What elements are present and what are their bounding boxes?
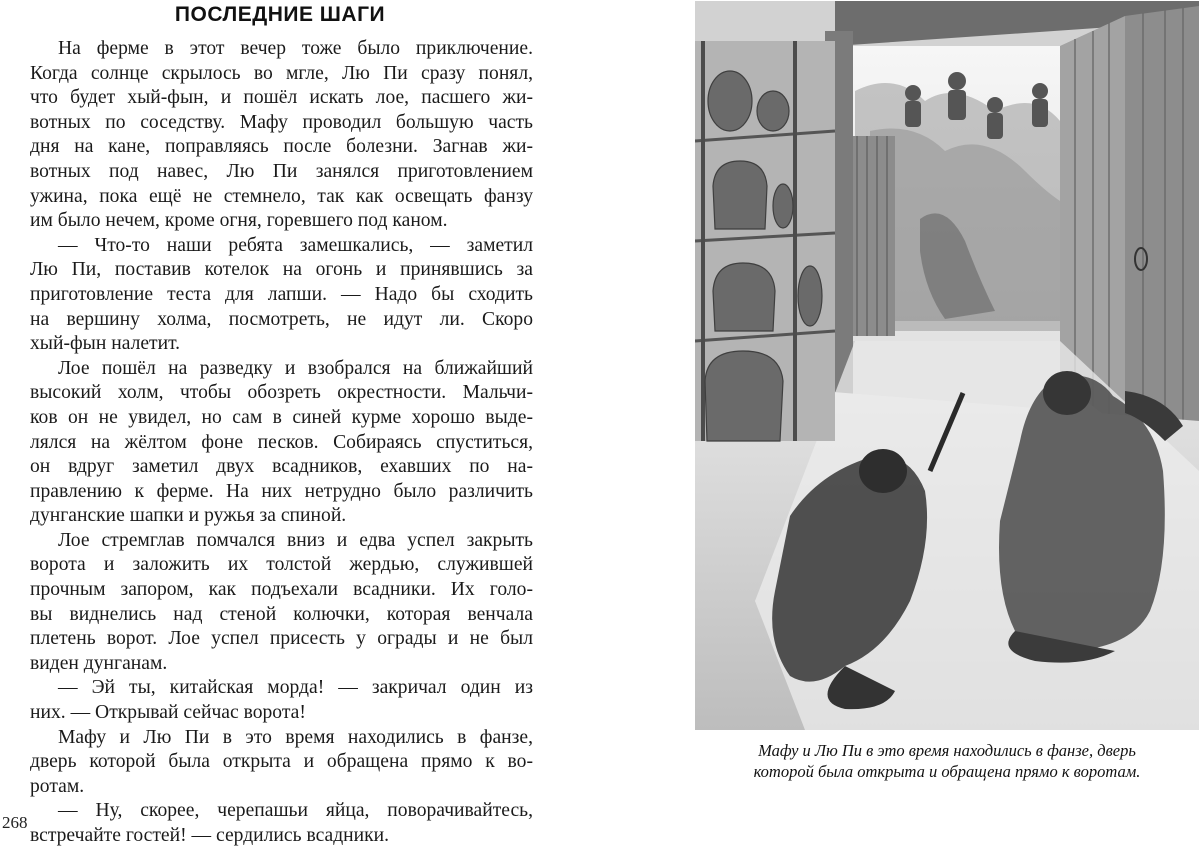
caption-line-1: Мафу и Лю Пи в это время находились в фанзе, дверь — [758, 741, 1136, 760]
body-line: вы виднелись над стеной колючки, которая венчала — [30, 603, 533, 625]
body-line: них. — Открывай сейчас ворота! — [30, 702, 306, 724]
body-line: На ферме в этот вечер тоже было приключение. — [58, 38, 533, 59]
body-line: плетень ворот. Лое успел присесть у ограды и не был — [30, 628, 533, 650]
body-line: встречайте гостей! — сердились всадники. — [30, 825, 390, 846]
body-line: приготовление теста для лапши. — Надо бы сходить — [30, 283, 533, 305]
body-line: Лое стремглав помчался вниз и едва успел закрыть — [58, 529, 533, 551]
body-line: — Что-то наши ребята замешкались, — заметил — [58, 234, 533, 256]
body-line: ужина, пока ещё не стемнело, так как освещать фанзу — [30, 185, 533, 207]
body-line: он вдруг заметил двух всадников, ехавших по на- — [30, 456, 533, 478]
body-line: правлению к ферме. На них нетрудно было различить — [30, 480, 533, 502]
right-page — [600, 0, 1200, 835]
body-line: вотных под навес, Лю Пи занялся приготовлением — [30, 160, 533, 182]
body-line: — Эй ты, китайская морда! — закричал один из — [58, 677, 533, 699]
body-line: что будет хый-фын, и пошёл искать лое, пасшего жи- — [30, 87, 533, 109]
body-line: Мафу и Лю Пи в это время находились в фанзе, — [58, 726, 533, 748]
chapter-title: ПОСЛЕДНИЕ ШАГИ — [174, 3, 386, 26]
body-line: дунганские шапки и ружья за спиной. — [30, 505, 347, 527]
body-line: Лое пошёл на разведку и взобрался на ближайший — [58, 357, 533, 379]
body-line: хый-фын налетит. — [30, 333, 181, 355]
body-line: прочным запором, как подъехали всадники. Их голо- — [30, 579, 533, 601]
illustration — [695, 1, 1199, 730]
body-line: им было нечем, кроме огня, горевшего под каном. — [30, 210, 448, 232]
body-line: высокий холм, чтобы обозреть окрестности. Мальчи- — [30, 382, 533, 404]
illustration-drawing — [695, 1, 1199, 730]
caption-line-2: которой была открыта и обращена прямо к воротам. — [753, 762, 1141, 781]
body-line: — Ну, скорее, черепашьи яйца, поворачивайтесь, — [58, 800, 533, 822]
page-number: 268 — [2, 813, 28, 832]
body-line: на вершину холма, посмотреть, не идут ли. Скоро — [30, 308, 533, 330]
body-line: ротам. — [30, 775, 85, 797]
body-line: ворота и заложить их толстой жердью, служившей — [30, 554, 533, 576]
body-line: дверь которой была открыта и обращена прямо к во- — [30, 751, 533, 773]
body-line: Когда солнце скрылось во мгле, Лю Пи сразу понял, — [30, 62, 533, 84]
body-line: дня на кане, поправляясь после болезни. Загнав жи- — [30, 136, 533, 158]
body-line: виден дунганам. — [30, 652, 168, 674]
caption — [695, 740, 1199, 782]
body-text — [30, 37, 533, 849]
body-line: Лю Пи, поставив котелок на огонь и принявшись за — [30, 259, 533, 281]
body-line: вотных по соседству. Мафу проводил большую часть — [30, 111, 533, 133]
left-page — [0, 0, 600, 846]
body-line: лялся на жёлтом фоне песков. Собираясь спуститься, — [30, 431, 533, 453]
body-line: ков он не увидел, но сам в синей курме хорошо выде- — [30, 406, 533, 428]
